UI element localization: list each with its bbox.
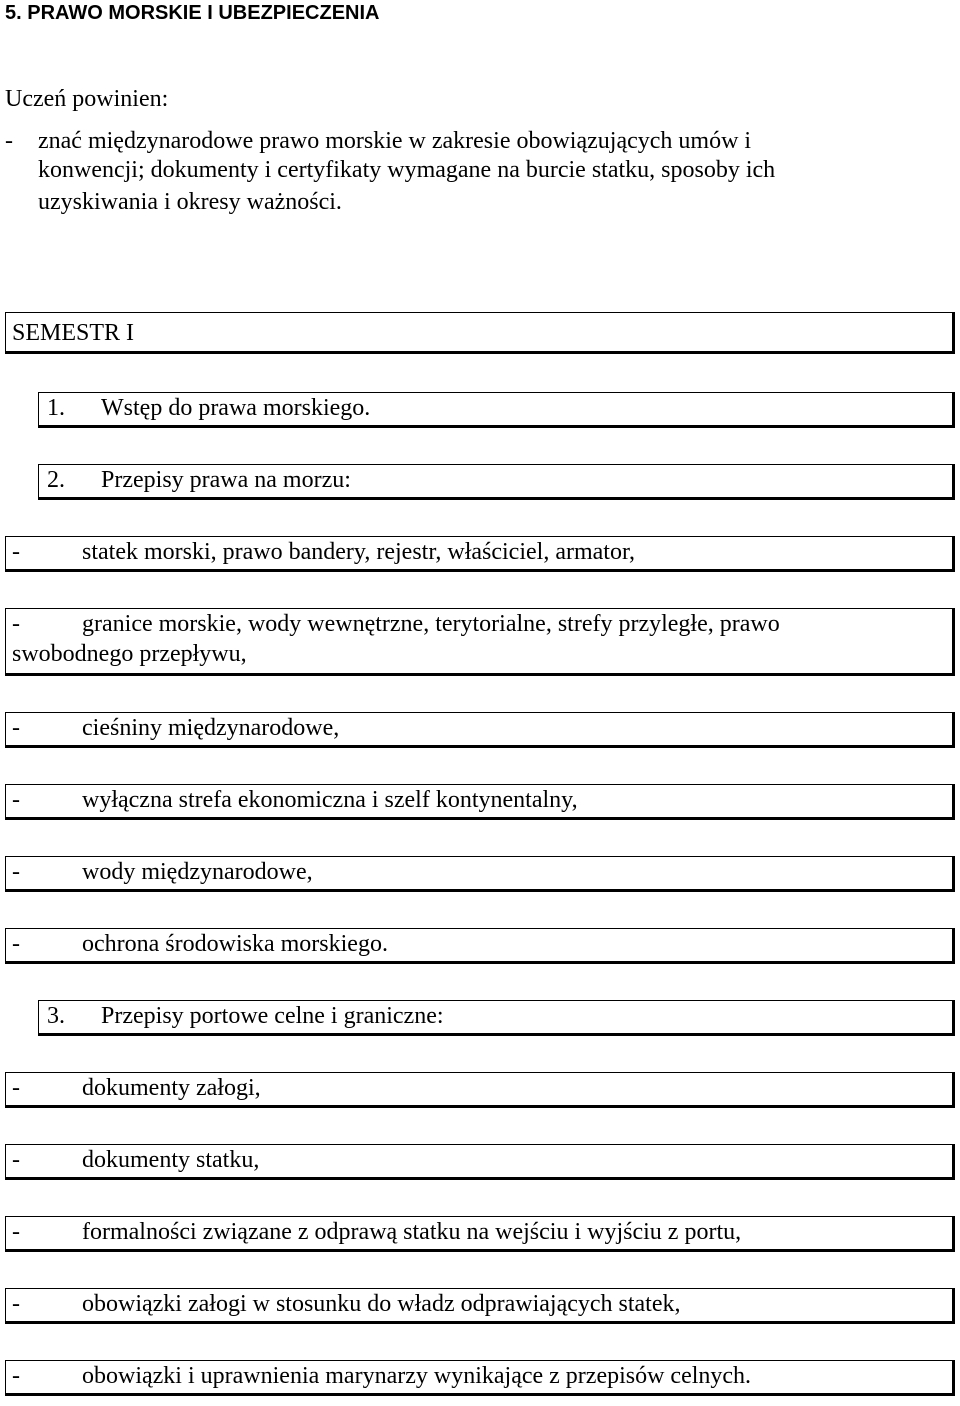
- item-dash: -: [12, 1219, 20, 1245]
- list-item: [5, 712, 955, 748]
- semester-box: [5, 312, 955, 354]
- item-text: obowiązki załogi w stosunku do władz odprawiających statek,: [82, 1291, 681, 1317]
- item-text-continued: swobodnego przepływu,: [12, 641, 247, 667]
- section-1-number: 1.: [47, 395, 65, 421]
- semester-title: SEMESTR I: [12, 320, 135, 346]
- section-1-box: [38, 392, 955, 428]
- item-dash: -: [12, 1291, 20, 1317]
- item-dash: -: [12, 1363, 20, 1389]
- item-dash: -: [12, 715, 20, 741]
- item-text: cieśniny międzynarodowe,: [82, 715, 340, 741]
- intro-dash: -: [5, 128, 13, 154]
- item-text: ochrona środowiska morskiego.: [82, 931, 388, 957]
- section-2-box: [38, 464, 955, 500]
- list-item: [5, 1288, 955, 1324]
- list-item: [5, 536, 955, 572]
- intro-line-3: uzyskiwania i okresy ważności.: [38, 189, 342, 215]
- intro-label: Uczeń powinien:: [5, 86, 169, 112]
- list-item: [5, 1072, 955, 1108]
- intro-line-2: konwencji; dokumenty i certyfikaty wymagane na burcie statku, sposoby ich: [38, 157, 776, 183]
- item-dash: -: [12, 787, 20, 813]
- item-text: obowiązki i uprawnienia marynarzy wynikające z przepisów celnych.: [82, 1363, 752, 1389]
- section-1-title: Wstęp do prawa morskiego.: [101, 395, 371, 421]
- list-item: [5, 1360, 955, 1396]
- item-dash: -: [12, 1075, 20, 1101]
- section-2-number: 2.: [47, 467, 65, 493]
- item-text: statek morski, prawo bandery, rejestr, właściciel, armator,: [82, 539, 635, 565]
- item-dash: -: [12, 859, 20, 885]
- section-3-box: [38, 1000, 955, 1036]
- item-text: wyłączna strefa ekonomiczna i szelf kontynentalny,: [82, 787, 578, 813]
- intro-line-1: znać międzynarodowe prawo morskie w zakresie obowiązujących umów i: [38, 128, 752, 154]
- item-dash: -: [12, 931, 20, 957]
- list-item: [5, 784, 955, 820]
- item-dash: -: [12, 1147, 20, 1173]
- list-item: [5, 928, 955, 964]
- list-item: [5, 856, 955, 892]
- item-text: dokumenty załogi,: [82, 1075, 261, 1101]
- item-dash: -: [12, 611, 20, 637]
- list-item: [5, 1216, 955, 1252]
- item-text: formalności związane z odprawą statku na wejściu i wyjściu z portu,: [82, 1219, 742, 1245]
- item-text: granice morskie, wody wewnętrzne, terytorialne, strefy przyległe, prawo: [82, 611, 780, 637]
- list-item: [5, 608, 955, 676]
- section-3-title: Przepisy portowe celne i graniczne:: [101, 1003, 444, 1029]
- item-dash: -: [12, 539, 20, 565]
- page-heading: 5. PRAWO MORSKIE I UBEZPIECZENIA: [5, 2, 380, 24]
- list-item: [5, 1144, 955, 1180]
- section-3-number: 3.: [47, 1003, 65, 1029]
- item-text: wody międzynarodowe,: [82, 859, 313, 885]
- item-text: dokumenty statku,: [82, 1147, 260, 1173]
- section-2-title: Przepisy prawa na morzu:: [101, 467, 351, 493]
